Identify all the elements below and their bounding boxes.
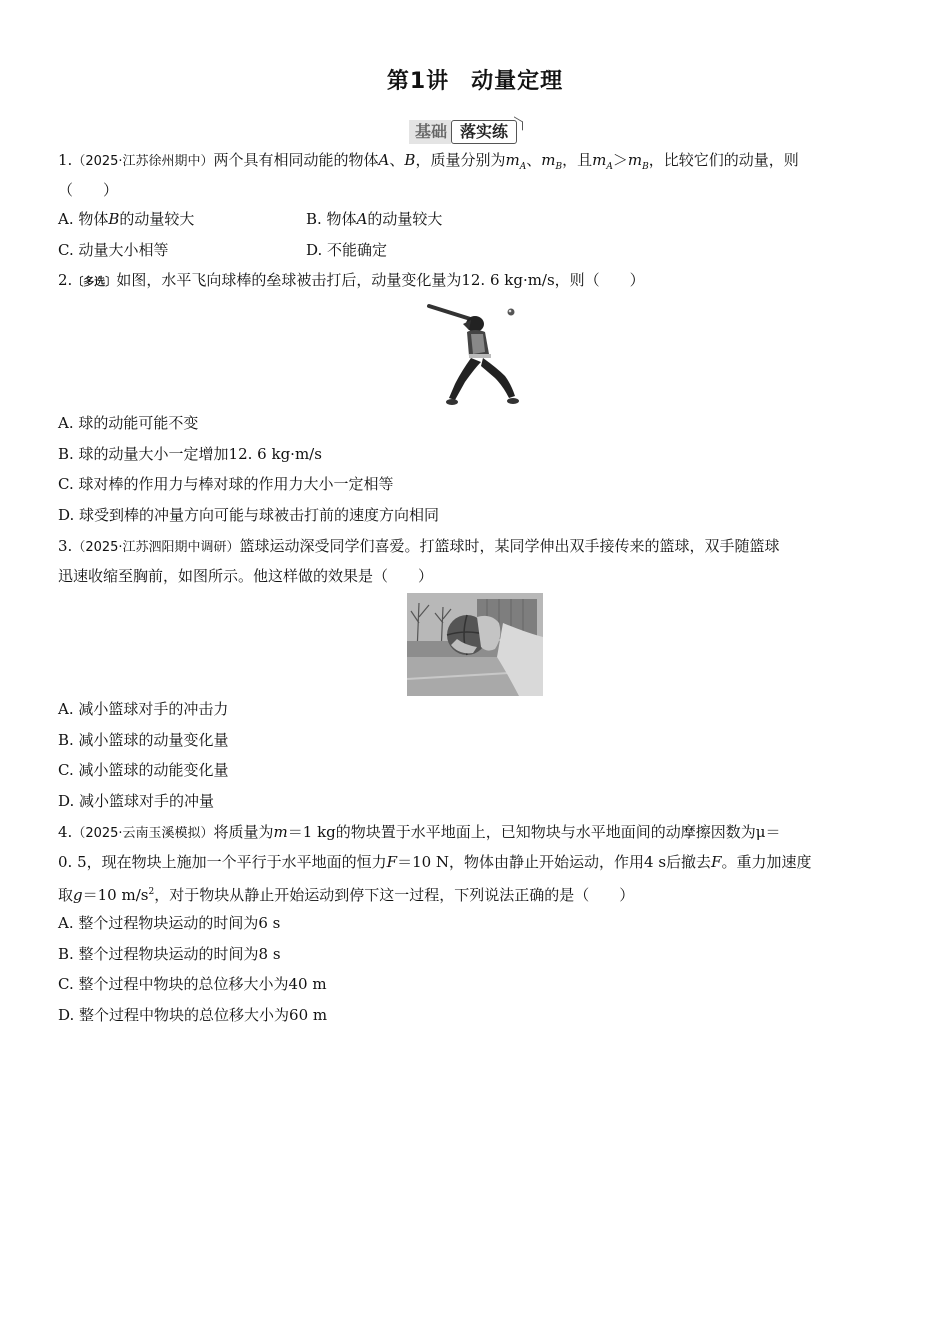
baseball-batter-illustration bbox=[425, 302, 525, 410]
q1-option-c: C. 动量大小相等 bbox=[58, 241, 169, 259]
q2-option-b: B. 球的动量大小一定增加12. 6 kg·m/s bbox=[58, 445, 322, 463]
q1-stem: 1.（2025·江苏徐州期中）两个具有相同动能的物体A、B，质量分别为$m_A$、$m_B$，且$m_A>m_B$，比较它们的动量，则 bbox=[58, 151, 799, 172]
banner-left: 基础 bbox=[409, 120, 451, 144]
q2-option-a: A. 球的动能可能不变 bbox=[58, 414, 199, 432]
q1-option-d: D. 不能确定 bbox=[306, 241, 388, 259]
q3-stem-line1: 3.（2025·江苏泗阳期中调研）篮球运动深受同学们喜爱。打篮球时，某同学伸出双手接传来的篮球，双手随篮球 bbox=[58, 537, 780, 555]
q4-option-c: C. 整个过程中物块的总位移大小为40 m bbox=[58, 975, 327, 993]
page-title: 第1讲 动量定理 bbox=[386, 69, 564, 94]
q3-option-c: C. 减小篮球的动能变化量 bbox=[58, 761, 229, 779]
q4-option-b: B. 整个过程物块运动的时间为8 s bbox=[58, 945, 281, 963]
q4-option-d: D. 整个过程中物块的总位移大小为60 m bbox=[58, 1006, 328, 1024]
basketball-catch-illustration bbox=[407, 593, 543, 696]
q2-stem: 2.〔多选〕如图，水平飞向球棒的垒球被击打后，动量变化量为12. 6 kg·m/s，则（ ） bbox=[58, 271, 645, 289]
q4-stem-line3: 取g＝10 $m/s^2$，对于物块从静止开始运动到停下这一过程，下列说法正确的是（ ） bbox=[58, 886, 635, 904]
section-banner bbox=[409, 119, 517, 145]
banner-right: 落实练 bbox=[451, 120, 517, 144]
q1-option-b: B. 物体A的动量较大 bbox=[306, 210, 443, 228]
q4-option-a: A. 整个过程物块运动的时间为6 s bbox=[58, 914, 281, 932]
batter-figure bbox=[425, 302, 525, 410]
basketball-photo bbox=[407, 593, 543, 696]
q3-option-b: B. 减小篮球的动量变化量 bbox=[58, 731, 229, 749]
q3-option-d: D. 减小篮球对手的冲量 bbox=[58, 792, 215, 810]
q4-stem-line1: 4.（2025·云南玉溪模拟）将质量为m＝1 kg的物块置于水平地面上，已知物块与水平地面间的动摩擦因数为μ＝ bbox=[58, 823, 781, 841]
q1-option-a: A. 物体B的动量较大 bbox=[58, 210, 195, 228]
q2-option-d: D. 球受到棒的冲量方向可能与球被击打前的速度方向相同 bbox=[58, 506, 440, 524]
q4-stem-line2: 0. 5，现在物块上施加一个平行于水平地面的恒力F＝10 N，物体由静止开始运动，作用4 s后撤去F。重力加速度 bbox=[58, 853, 812, 871]
q3-option-a: A. 减小篮球对手的冲击力 bbox=[58, 700, 229, 718]
q1-paren: （ ） bbox=[58, 181, 119, 199]
q3-stem-line2: 迅速收缩至胸前，如图所示。他这样做的效果是（ ） bbox=[58, 567, 434, 585]
q2-option-c: C. 球对棒的作用力与棒对球的作用力大小一定相等 bbox=[58, 475, 394, 493]
